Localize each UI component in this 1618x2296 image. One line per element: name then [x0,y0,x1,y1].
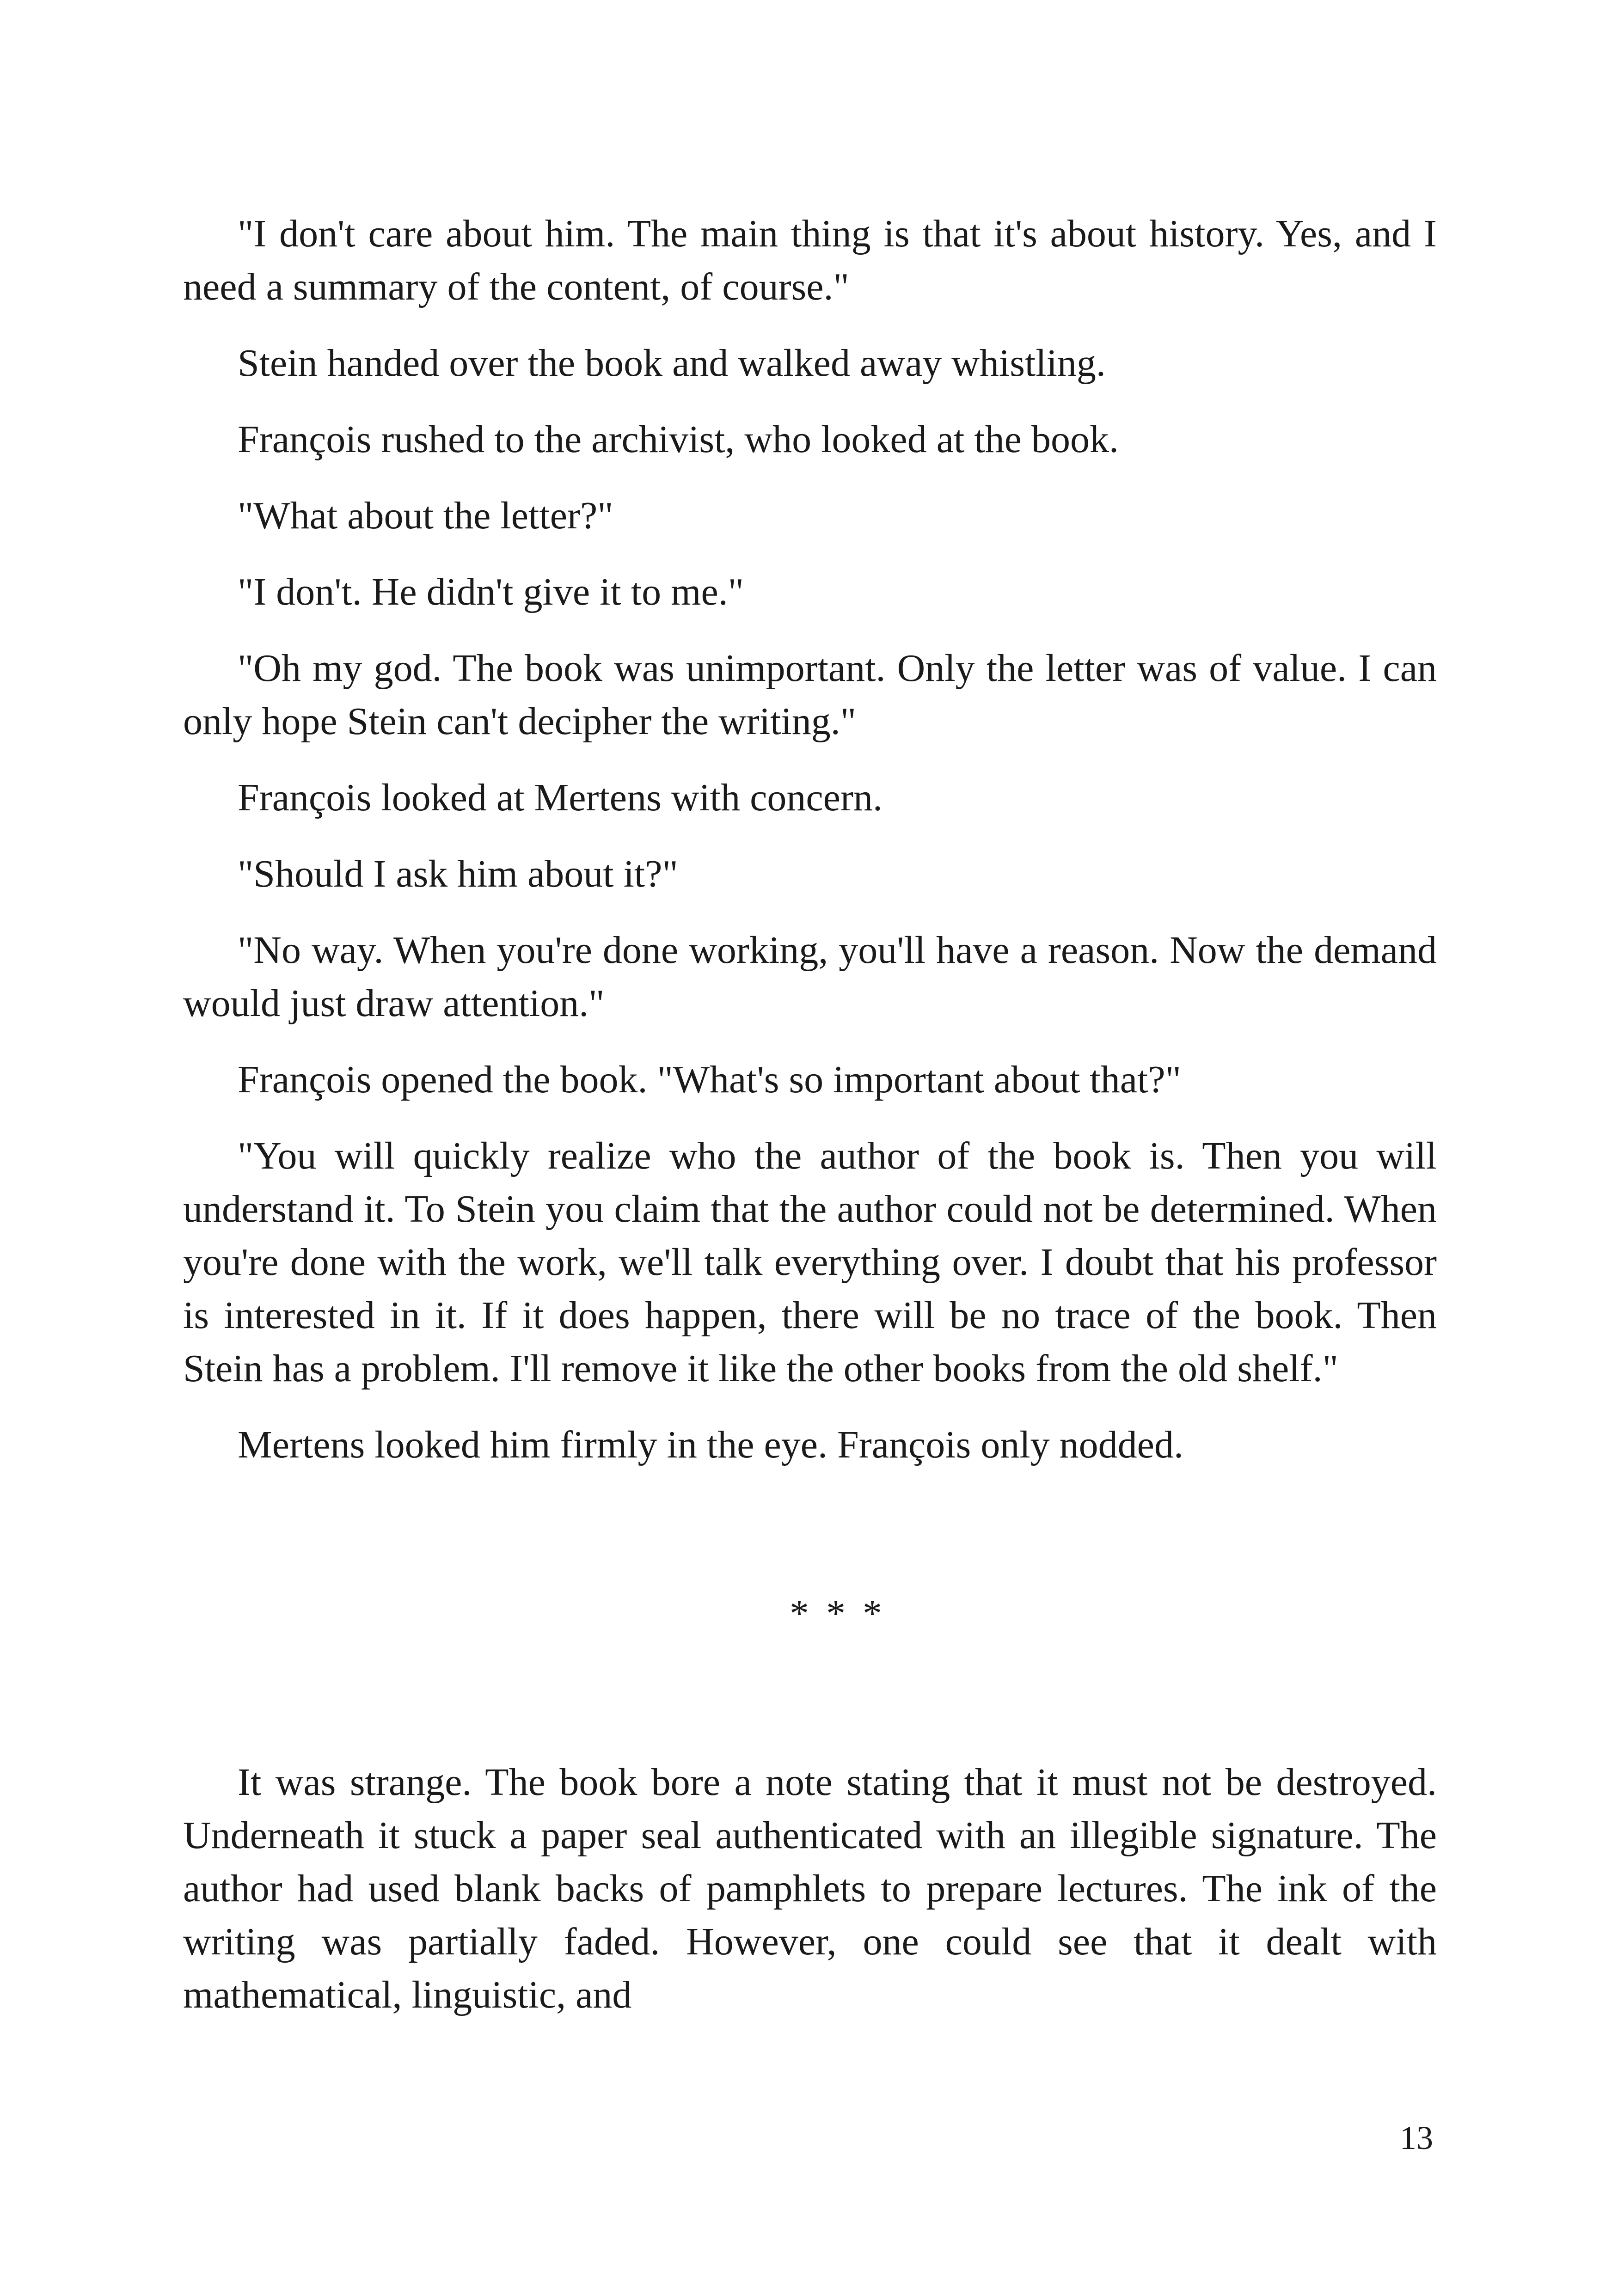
paragraph: It was strange. The book bore a note stating that it must not be destroyed. Underneath it stuck a paper seal authenticated with an illegible signature. The author had used blank backs of pamphlets to prepare lectures. The ink of the writing was partially faded. However, one could see that it dealt with mathematical, linguistic, and [183,1761,1437,2016]
paragraph: "I don't care about him. The main thing is that it's about history. Yes, and I need a summary of the content, of course." [183,212,1437,308]
paragraph: François rushed to the archivist, who looked at the book. [238,418,1119,461]
paragraph: "Should I ask him about it?" [238,852,678,895]
paragraph: "What about the letter?" [238,494,613,537]
paragraph: François looked at Mertens with concern. [238,776,883,819]
paragraph: Mertens looked him firmly in the eye. François only nodded. [238,1423,1183,1466]
section-separator: * * * [790,1592,886,1635]
paragraph: François opened the book. "What's so important about that?" [238,1058,1181,1101]
page-number: 13 [1400,2119,1433,2156]
paragraph: "No way. When you're done working, you'll have a reason. Now the demand would just draw attention." [183,929,1437,1025]
paragraph: "You will quickly realize who the author of the book is. Then you will understand it. To Stein you claim that the author could not be determined. When you're done with the work, we'll talk everything over. I doubt that his professor is interested in it. If it does happen, there will be no trace of the book. Then Stein has a problem. I'll remove it like the other books from the old shelf." [183,1134,1437,1390]
page-body [183,207,1437,2021]
paragraph: "I don't. He didn't give it to me." [238,570,744,613]
paragraph: Stein handed over the book and walked away whistling. [238,342,1106,385]
paragraph: "Oh my god. The book was unimportant. Only the letter was of value. I can only hope Stein can't decipher the writing." [183,647,1437,743]
